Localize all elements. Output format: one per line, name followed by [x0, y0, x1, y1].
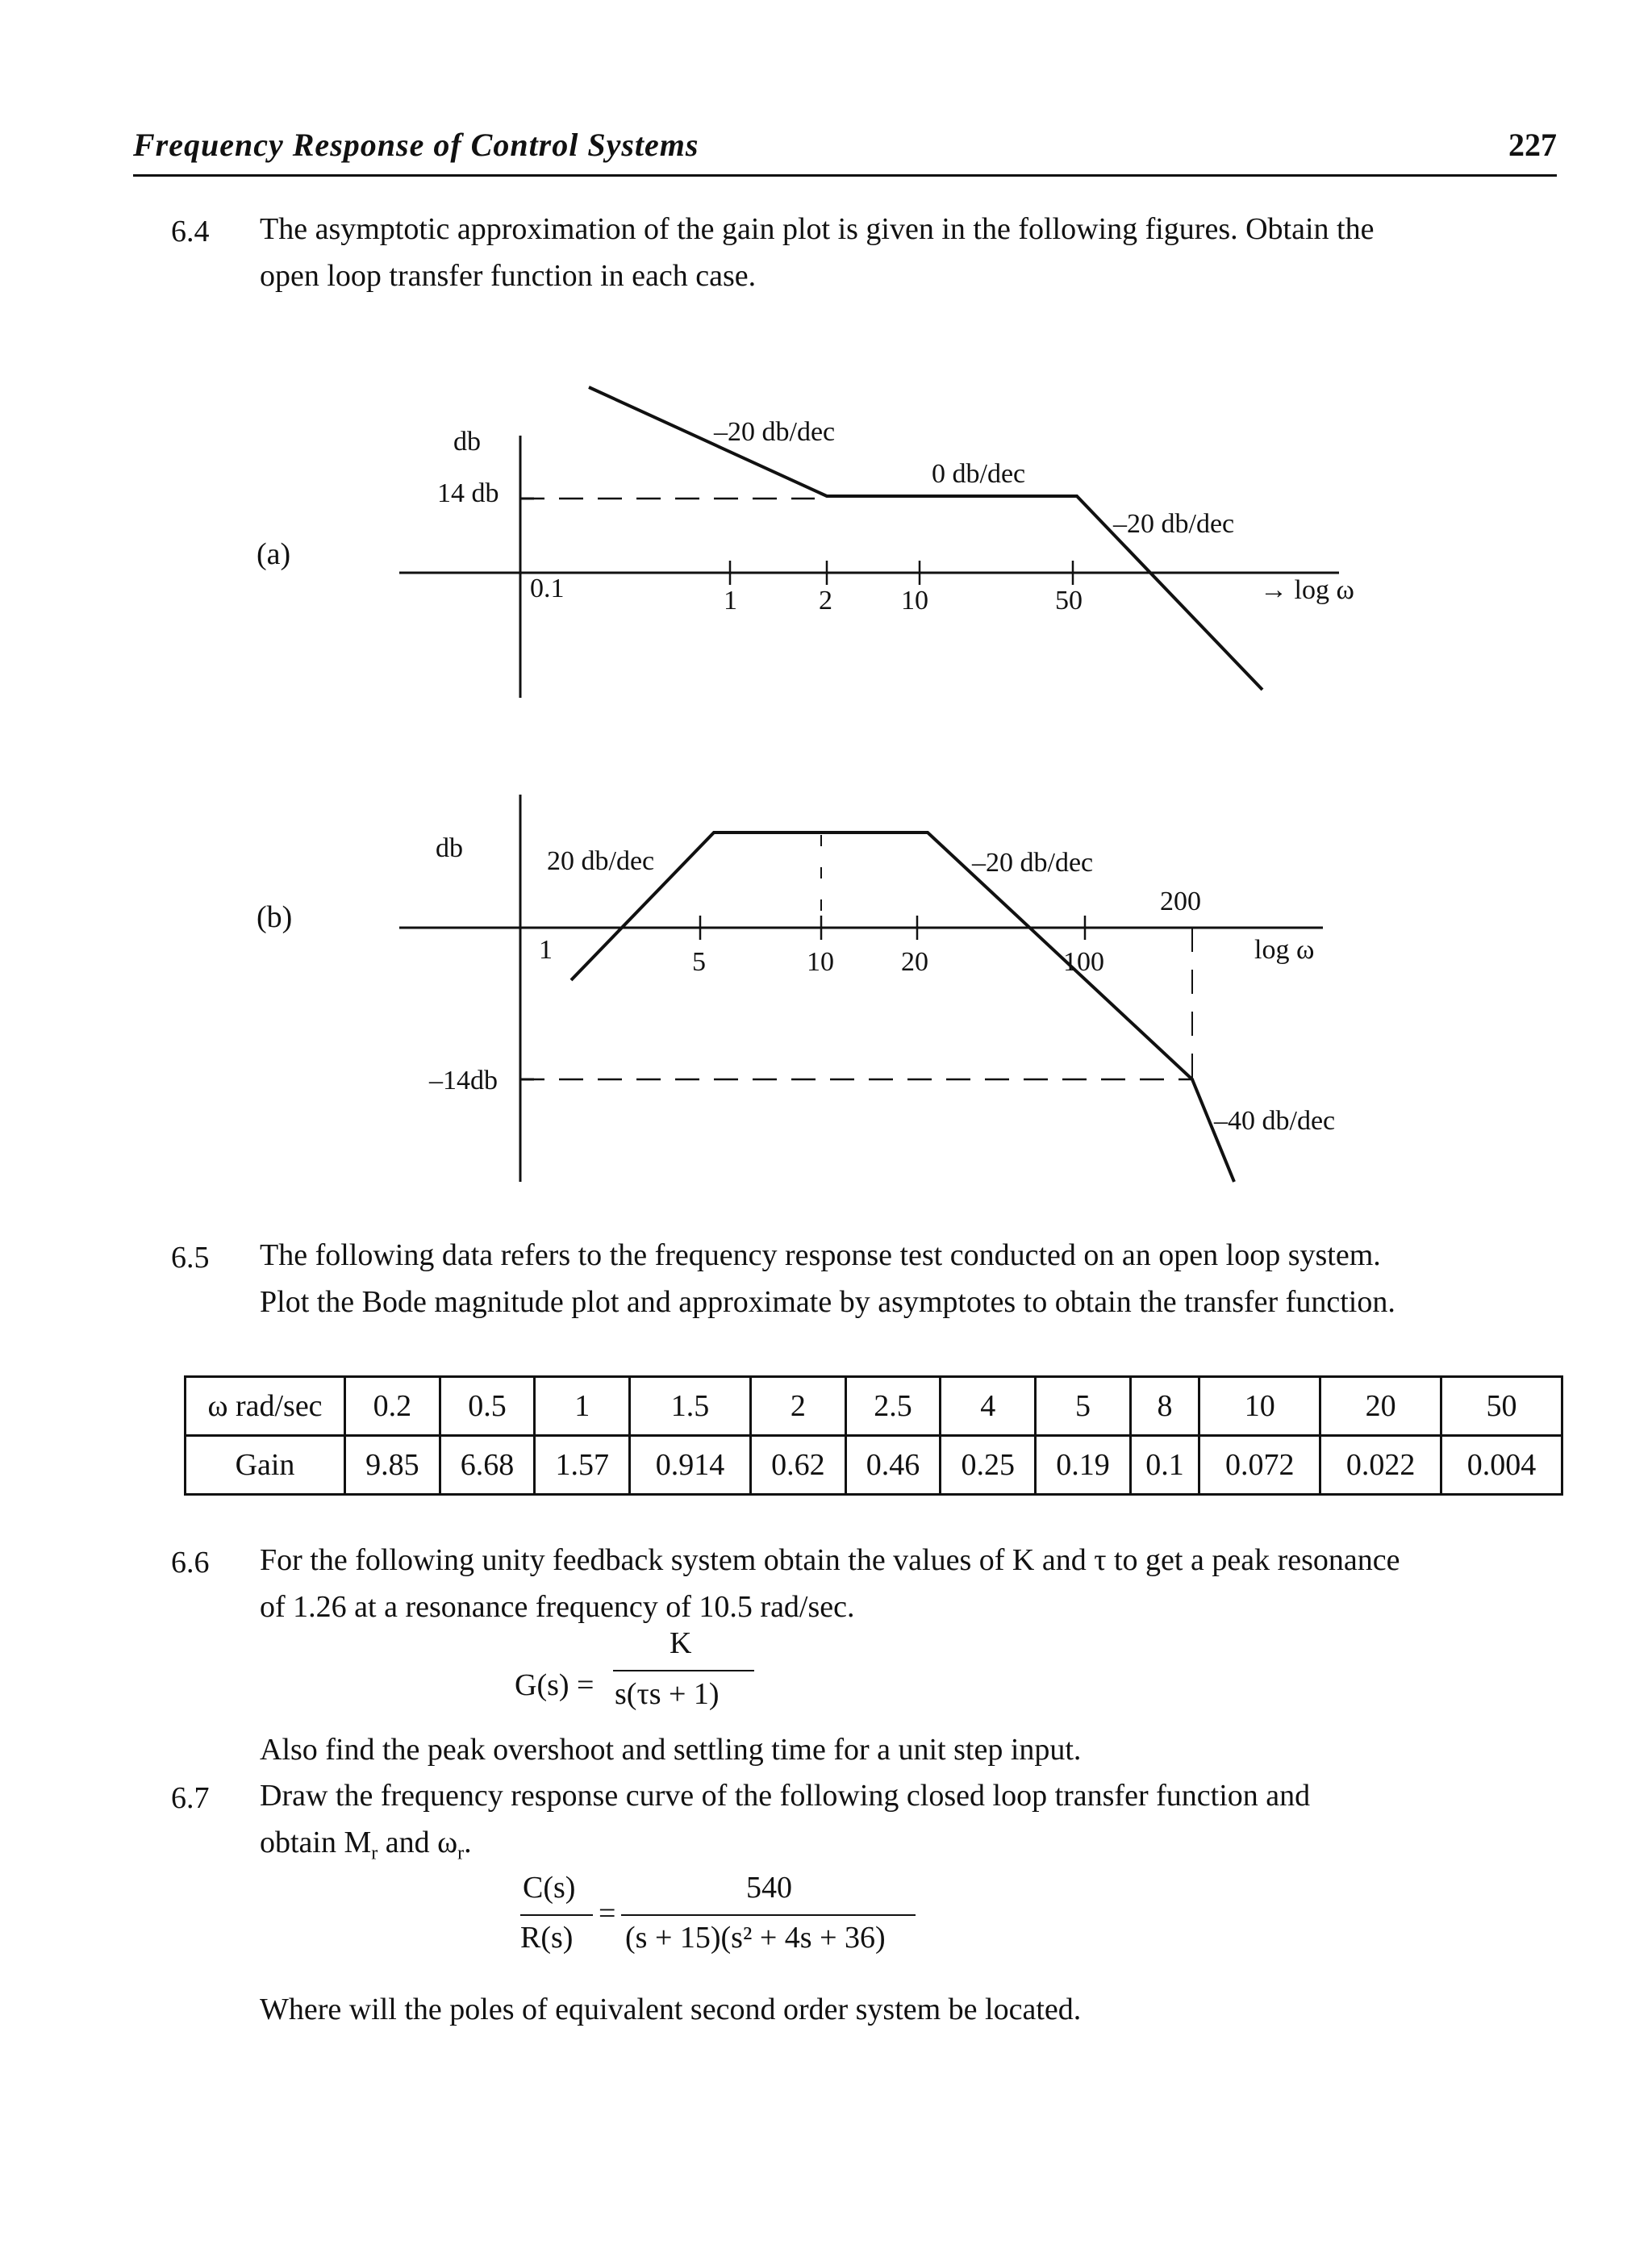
- eq-6-7-lhs-bar: [520, 1914, 593, 1916]
- table-row-label: ω rad/sec: [186, 1377, 345, 1436]
- problem-6-6-line1: For the following unity feedback system obtain the values of K and τ to get a peak resonance: [260, 1543, 1400, 1577]
- fig-a-xlabel: → log ω: [1260, 575, 1354, 605]
- eq-6-6-denominator: s(τs + 1): [615, 1677, 720, 1711]
- table-cell: 9.85: [345, 1436, 440, 1495]
- table-cell: 0.46: [845, 1436, 941, 1495]
- problem-6-4-line1: The asymptotic approximation of the gain plot is given in the following figures. Obtain the: [260, 212, 1375, 246]
- fig-b-tick-label-1: 5: [692, 947, 706, 977]
- table-cell: 2.5: [845, 1377, 941, 1436]
- problem-6-7-sub-r1: r: [371, 1842, 378, 1864]
- table-cell: 50: [1441, 1377, 1562, 1436]
- problem-6-7-line2-c: .: [464, 1826, 472, 1859]
- figure-a-label: (a): [257, 537, 291, 571]
- fig-b-ylabel: db: [436, 833, 463, 863]
- fig-a-tick-label-0: 0.1: [530, 574, 565, 603]
- fig-a-ylabel: db: [453, 427, 481, 457]
- fig-b-tick-label-0: 1: [539, 935, 553, 965]
- table-cell: 0.914: [630, 1436, 751, 1495]
- table-cell: 0.1: [1130, 1436, 1199, 1495]
- eq-6-6-lhs: G(s) =: [515, 1668, 594, 1702]
- fig-b-tick-label-4: 100: [1063, 947, 1104, 977]
- table-cell: 20: [1320, 1377, 1441, 1436]
- eq-6-7-numerator: 540: [746, 1871, 792, 1905]
- problem-6-7-text: [260, 1772, 1558, 1877]
- fig-a-slope3: –20 db/dec: [1113, 509, 1235, 539]
- eq-6-7-denominator: (s + 15)(s² + 4s + 36): [625, 1921, 886, 1955]
- table-cell: 0.19: [1036, 1436, 1131, 1495]
- fig-a-tick-label-1: 1: [724, 586, 737, 616]
- problem-6-5-line2: Plot the Bode magnitude plot and approximate by asymptotes to obtain the transfer function.: [260, 1285, 1395, 1319]
- eq-6-7-equals: =: [599, 1897, 616, 1930]
- fig-b-tick-label-2: 10: [807, 947, 834, 977]
- problem-6-7-line2-a: obtain M: [260, 1826, 372, 1859]
- problem-6-6-line2: of 1.26 at a resonance frequency of 10.5 rad/sec.: [260, 1590, 855, 1624]
- table-cell: 1.57: [535, 1436, 630, 1495]
- fig-b-tick-label-3: 20: [901, 947, 928, 977]
- table-cell: 0.022: [1320, 1436, 1441, 1495]
- fig-b-asymptote: [571, 833, 1234, 1182]
- table-cell: 10: [1199, 1377, 1320, 1436]
- table-cell: 0.62: [750, 1436, 845, 1495]
- problem-6-5-line1: The following data refers to the frequency response test conducted on an open loop system.: [260, 1238, 1381, 1272]
- problem-6-7-line2-b: and ω: [378, 1826, 458, 1859]
- fig-a-tick-label-3: 10: [901, 586, 928, 616]
- fig-b-slope1: 20 db/dec: [547, 846, 655, 876]
- eq-6-7-fraction-bar: [621, 1914, 916, 1916]
- table-row: [186, 1377, 1562, 1436]
- problem-6-7-number: 6.7: [171, 1781, 210, 1815]
- problem-6-6-text: [260, 1537, 1558, 1630]
- table-cell: 1: [535, 1377, 630, 1436]
- fig-a-slope1: –20 db/dec: [714, 417, 836, 447]
- eq-6-7-lhs-den: R(s): [520, 1921, 574, 1955]
- problem-6-7-after: Where will the poles of equivalent second order system be located.: [260, 1993, 1082, 2026]
- table-cell: 1.5: [630, 1377, 751, 1436]
- fig-b-tick-label-5: 200: [1160, 887, 1201, 916]
- fig-b-slope2: –20 db/dec: [972, 848, 1094, 878]
- table-cell: 8: [1130, 1377, 1199, 1436]
- eq-6-6-numerator: K: [670, 1626, 692, 1660]
- problem-6-7-sub-r2: r: [457, 1842, 465, 1864]
- table-row-label: Gain: [186, 1436, 345, 1495]
- table-cell: 0.072: [1199, 1436, 1320, 1495]
- table-row: [186, 1436, 1562, 1495]
- table-cell: 0.004: [1441, 1436, 1562, 1495]
- fig-a-level-label: 14 db: [437, 478, 499, 508]
- problem-6-4-line2: open loop transfer function in each case.: [260, 259, 757, 293]
- page-number: 227: [1508, 127, 1557, 163]
- table-cell: 0.2: [345, 1377, 440, 1436]
- problem-6-5-text: [260, 1232, 1558, 1325]
- fig-b-xlabel: log ω: [1254, 935, 1315, 965]
- problem-6-7-line2: [260, 1819, 1558, 1877]
- figure-b-label: (b): [257, 900, 293, 934]
- problem-6-6-after: Also find the peak overshoot and settling time for a unit step input.: [260, 1733, 1082, 1767]
- table-cell: 6.68: [440, 1436, 535, 1495]
- eq-6-7-lhs-num: C(s): [523, 1871, 576, 1905]
- fig-a-slope2: 0 db/dec: [932, 459, 1026, 489]
- table-cell: 5: [1036, 1377, 1131, 1436]
- table-cell: 2: [750, 1377, 845, 1436]
- running-header-title: Frequency Response of Control Systems: [133, 127, 699, 163]
- problem-6-6-number: 6.6: [171, 1546, 210, 1580]
- frequency-response-table: [184, 1375, 1563, 1496]
- table-cell: 0.25: [941, 1436, 1036, 1495]
- fig-b-level-label: –14db: [429, 1066, 498, 1095]
- problem-6-4-number: 6.4: [171, 215, 210, 248]
- eq-6-6-fraction-bar: [613, 1670, 754, 1671]
- table-cell: 0.5: [440, 1377, 535, 1436]
- fig-a-tick-label-4: 50: [1055, 586, 1083, 616]
- problem-6-7-line1: Draw the frequency response curve of the following closed loop transfer function and: [260, 1779, 1311, 1813]
- problem-6-5-number: 6.5: [171, 1241, 210, 1275]
- table-cell: 4: [941, 1377, 1036, 1436]
- fig-b-slope3: –40 db/dec: [1214, 1106, 1336, 1136]
- fig-a-tick-label-2: 2: [819, 586, 832, 616]
